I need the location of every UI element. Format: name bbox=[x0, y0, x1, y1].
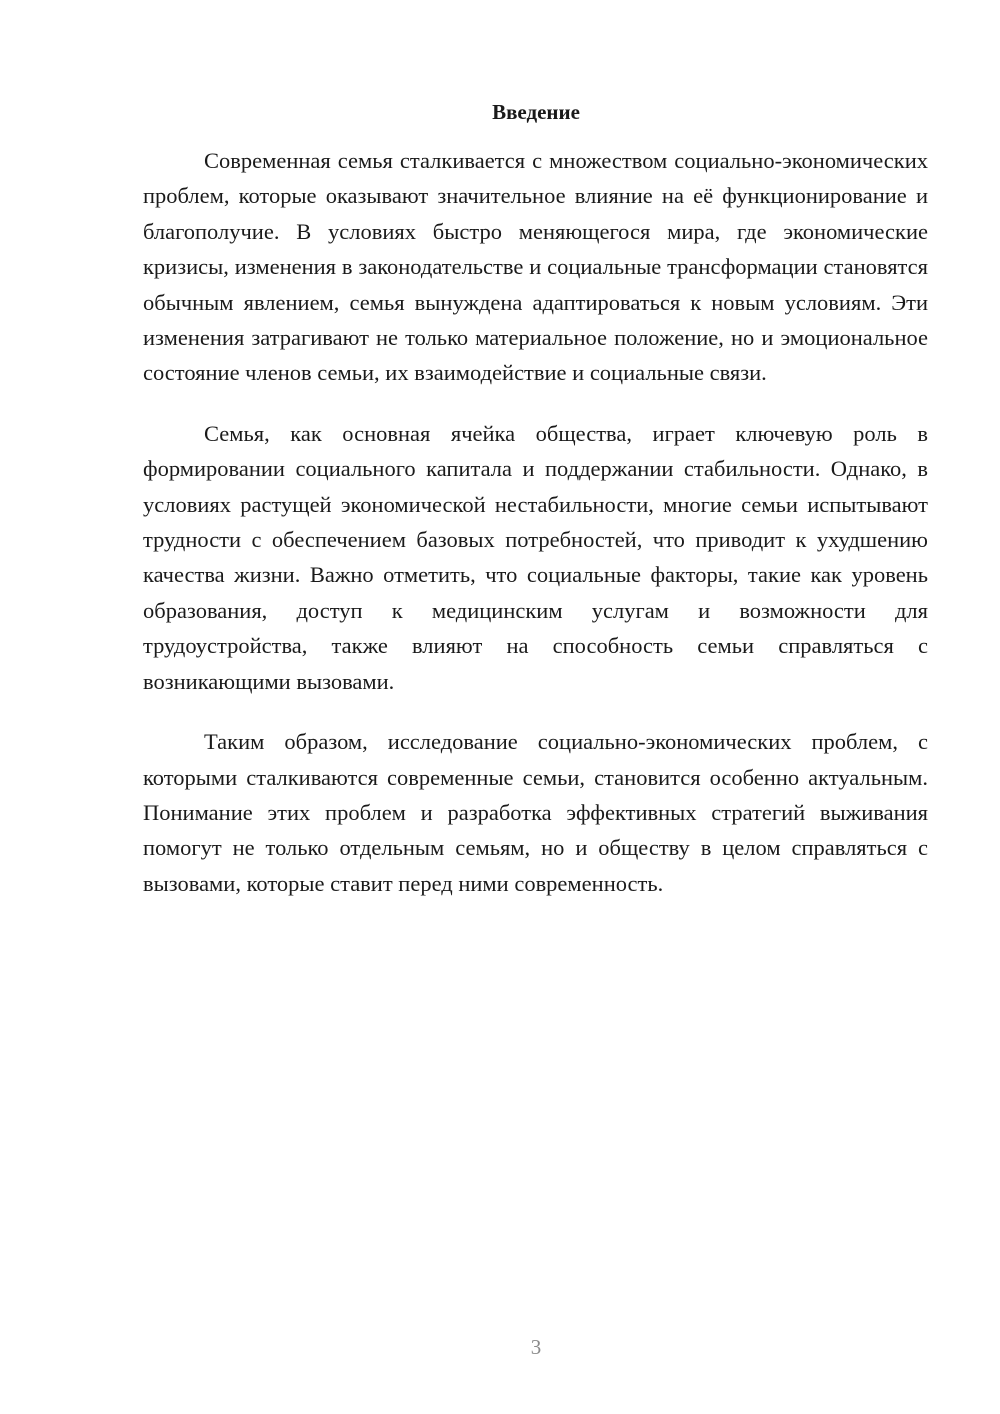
paragraph-1: Современная семья сталкивается с множеством социально-экономических проблем, которые оказывают значительное влияние на её функционирование и благополучие. В условиях быстро меняющегося мира, где экономические кризисы, изменения в законодательстве и социальные трансформации становятся обычным явлением, семья вынуждена адаптироваться к новым условиям. Эти изменения затрагивают не только материальное положение, но и эмоциональное состояние членов семьи, их взаимодействие и социальные связи. bbox=[143, 148, 928, 386]
body-text bbox=[143, 143, 928, 926]
paragraph-3: Таким образом, исследование социально-экономических проблем, с которыми сталкиваются современные семьи, становится особенно актуальным. Понимание этих проблем и разработка эффективных стратегий выживания помогут не только отдельным семьям, но и обществу в целом справляться с вызовами, которые ставит перед ними современность. bbox=[143, 729, 928, 896]
paragraph-2: Семья, как основная ячейка общества, играет ключевую роль в формировании социального капитала и поддержании стабильности. Однако, в условиях растущей экономической нестабильности, многие семьи испытывают трудности с обеспечением базовых потребностей, что приводит к ухудшению качества жизни. Важно отметить, что социальные факторы, такие как уровень образования, доступ к медицинским услугам и возможности для трудоустройства, также влияют на способность семьи справляться с возникающими вызовами. bbox=[143, 420, 928, 694]
section-title: Введение bbox=[492, 100, 580, 124]
page-number: 3 bbox=[530, 1335, 542, 1359]
